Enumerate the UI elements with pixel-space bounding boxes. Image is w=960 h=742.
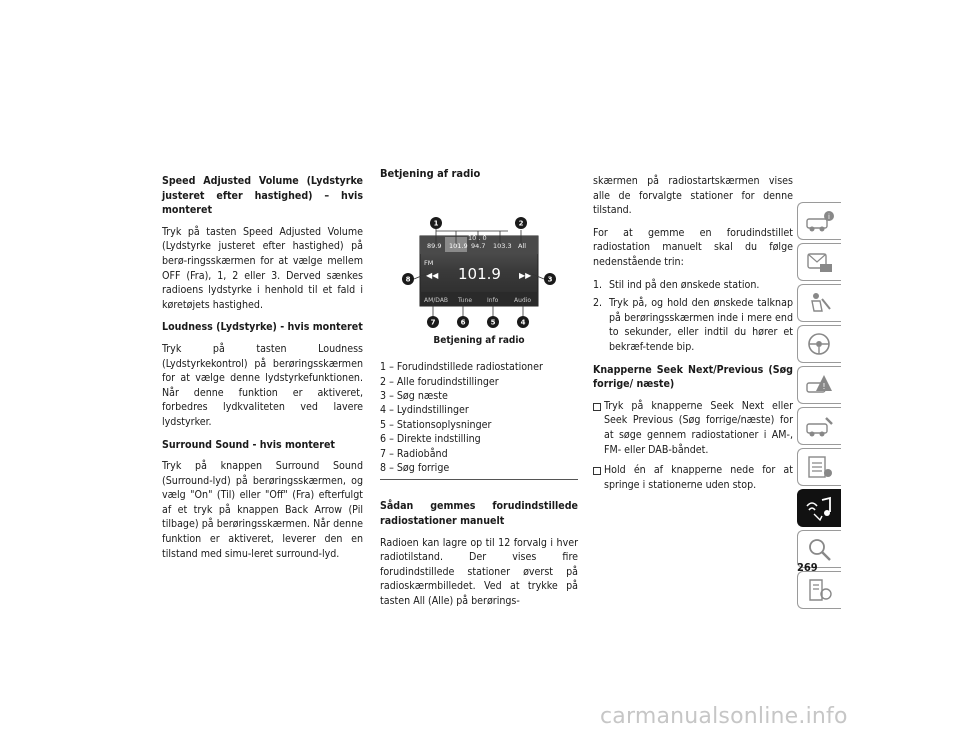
button-tune: Tune xyxy=(458,296,473,304)
left-column xyxy=(162,174,363,569)
bullet-list xyxy=(593,399,793,493)
tab-messages[interactable] xyxy=(797,243,841,281)
heading-loudness: Loudness (Lydstyrke) - hvis monteret xyxy=(162,321,363,334)
steering-wheel-icon xyxy=(804,330,836,360)
messages-icon xyxy=(804,248,836,278)
preset-1: 89.9 xyxy=(427,241,442,250)
callout-2: 2 xyxy=(518,219,524,228)
step-text: Stil ind på den ønskede station. xyxy=(609,278,760,291)
preset-all: All xyxy=(518,241,527,250)
index-icon xyxy=(804,576,836,606)
preset-2: 101.9 xyxy=(449,241,468,250)
svg-text:i: i xyxy=(828,213,830,221)
figure-caption: Betjening af radio xyxy=(433,334,525,346)
legend-item: 8 – Søg forrige xyxy=(380,462,450,475)
section-title-radio-operation: Betjening af radio xyxy=(380,167,481,180)
button-audio: Audio xyxy=(514,296,532,304)
callout-1: 1 xyxy=(433,219,439,228)
heading-store-presets: Sådan gemmes forudindstillede radiostationer manuelt xyxy=(380,500,578,528)
radio-screen-figure xyxy=(380,188,578,334)
callout-6: 6 xyxy=(460,318,466,327)
legend-item: 7 – Radiobånd xyxy=(380,447,448,460)
paragraph-continued: skærmen på radiostartskærmen vises alle de forvalgte stationer for denne tilstand. xyxy=(593,175,793,217)
button-am-dab: AM/DAB xyxy=(424,296,449,304)
preset-4: 103.3 xyxy=(493,241,512,250)
paragraph-steps-intro: For at gemme en forudindstillet radiostation manuelt skal du følge nedenstående trin: xyxy=(593,226,793,268)
car-info-icon xyxy=(804,207,836,237)
tab-emergency[interactable] xyxy=(797,366,841,404)
emergency-icon xyxy=(804,371,836,401)
callout-8: 8 xyxy=(405,275,411,284)
bullet-text: Hold én af knapperne nede for at springe i stationerne uden stop. xyxy=(604,464,793,491)
middle-column xyxy=(380,167,578,617)
legend-item: 6 – Direkte indstilling xyxy=(380,433,481,446)
checkbox-bullet-icon xyxy=(593,467,601,475)
specs-icon xyxy=(804,453,836,483)
service-icon xyxy=(804,412,836,442)
paragraph-store-presets: Radioen kan lagre op til 12 forvalg i hver radiotilstand. Der vises fire forudindstillede stationer øverst på radioskærmbilledet. Ved at trykke på tasten All (Alle) på berørings- xyxy=(380,536,578,607)
bullet-text: Tryk på knapperne Seek Next eller Seek Previous (Søg forrige/næste) for at søge gennem radiostationer i AM-, FM- eller DAB-båndet. xyxy=(604,399,793,456)
tab-service[interactable] xyxy=(797,407,841,445)
tab-safety[interactable] xyxy=(797,284,841,322)
tab-steering[interactable] xyxy=(797,325,841,363)
list-item xyxy=(593,296,793,354)
callout-3: 3 xyxy=(547,275,553,284)
multimedia-icon xyxy=(804,494,836,524)
checkbox-bullet-icon xyxy=(593,403,601,411)
tab-specs[interactable] xyxy=(797,448,841,486)
legend-item: 2 – Alle forudindstillinger xyxy=(380,375,499,388)
paragraph-surround-sound: Tryk på knappen Surround Sound (Surround-lyd) på berøringsskærmen, og vælg "On" (Til) eller "Off" (Fra) efterfulgt af et tryk på knappen Back Arrow (Pil tilbage) på berøringsskærmen. Når denne funktion er aktiveret, leverer den en tilstand med simu-leret surround-lyd. xyxy=(162,460,363,560)
page-number: 269 xyxy=(797,561,818,574)
tab-multimedia[interactable] xyxy=(797,489,841,527)
legend-item: 4 – Lydindstillinger xyxy=(380,404,469,417)
list-item xyxy=(593,399,793,457)
list-item xyxy=(593,463,793,492)
callout-7: 7 xyxy=(430,318,436,327)
watermark[interactable]: carmanualsonline.info xyxy=(600,704,848,729)
step-number: 1. xyxy=(593,278,603,291)
seek-previous-icon: ◀◀ xyxy=(426,270,439,280)
radio-screen-illustration xyxy=(380,188,578,334)
legend-item: 3 – Søg næste xyxy=(380,390,448,402)
legend-item: 5 – Stationsoplysninger xyxy=(380,418,492,431)
tab-index[interactable] xyxy=(797,571,841,609)
figure-legend xyxy=(380,360,578,480)
right-column xyxy=(593,174,793,500)
tab-car-info[interactable] xyxy=(797,202,841,240)
heading-surround-sound: Surround Sound - hvis monteret xyxy=(162,438,335,451)
heading-speed-adjusted-volume: Speed Adjusted Volume (Lydstyrke justeret efter hastighed) – hvis monteret xyxy=(162,175,363,217)
step-text: Tryk på, og hold den ønskede talknap på berøringsskærmen inde i mere end to sekunder, eller indtil du hører et bekræf-tende bip. xyxy=(609,297,793,353)
steps-list xyxy=(593,278,793,355)
safety-icon xyxy=(804,289,836,319)
button-info: Info xyxy=(487,296,499,304)
list-item xyxy=(593,278,793,293)
legend-item: 1 – Forudindstillede radiostationer xyxy=(380,361,543,374)
band-label: FM xyxy=(424,258,434,267)
station-frequency: 101.9 xyxy=(458,264,501,283)
callout-5: 5 xyxy=(490,318,496,327)
paragraph-loudness: Tryk på tasten Loudness (Lydstyrkekontrol) på berøringsskærmen for at vælge denne lydstyrkefunktionen. Når denne funktion er aktiveret, forbedres lydkvaliteten ved lavere lydstyrker. xyxy=(162,342,363,428)
callout-4: 4 xyxy=(520,318,526,327)
preset-3: 94.7 xyxy=(471,241,486,250)
svg-text:!: ! xyxy=(822,382,826,391)
seek-next-icon: ▶▶ xyxy=(519,270,532,280)
chapter-tabs xyxy=(797,202,841,612)
heading-seek-buttons: Knapperne Seek Next/Previous (Søg forrige/ næste) xyxy=(593,363,793,391)
preset-top: 10 . 0 xyxy=(468,233,487,242)
paragraph-speed-adjusted-volume: Tryk på tasten Speed Adjusted Volume (Lydstyrke justeret efter hastighed) på berø-ringsskærmen for at vælge mellem OFF (Fra), 1, 2 eller 3. Derved sænkes radioens lydstyrke i henhold til et fald i køretøjets hastighed. xyxy=(162,225,363,311)
step-number: 2. xyxy=(593,297,603,310)
